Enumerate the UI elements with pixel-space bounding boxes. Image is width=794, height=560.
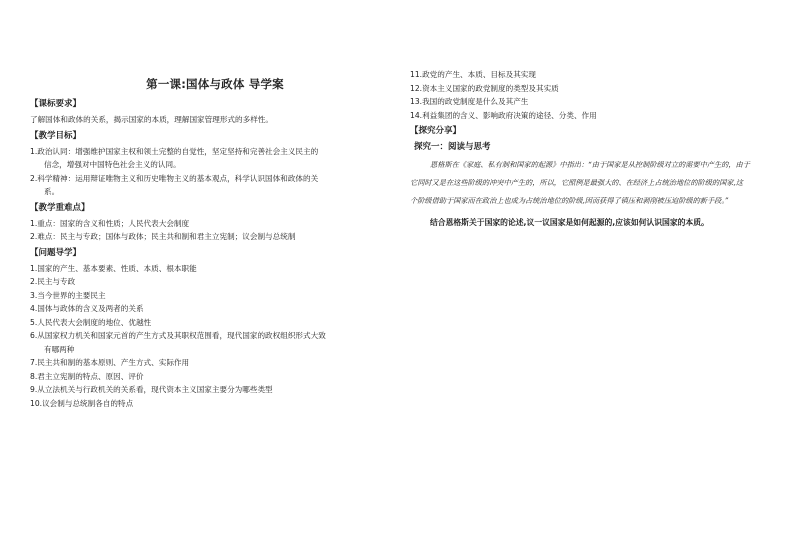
guide-item-6: 6.从国家权力机关和国家元首的产生方式及其职权范围看，现代国家的政权组织形式大致 [30,331,326,340]
guide-item-7: 7.民主共和制的基本原则、产生方式、实际作用 [30,358,190,367]
goal-2-line-2: 系。 [44,187,60,196]
guide-item-13: 13.我国的政党制度是什么及其产生 [410,97,529,106]
guide-heading: 【问题导学】 [30,247,82,258]
engels-quote: 恩格斯在《家庭、私有制和国家的起源》中指出：“由于国家是从控制阶级对立的需要中产生的，由于它同时又是在这些阶级的冲突中产生的，所以，它照例是最强大的、在经济上占统治地位的阶级的国家,这个阶级借助于国家而在政治上也成为占统治地位的阶级,因而获得了镇压和剥削被压迫阶级的新手段。” [410,160,750,205]
standards-heading: 【课标要求】 [30,99,82,109]
goals-heading: 【教学目标】 [30,130,82,141]
guide-item-10: 10.议会制与总统制各自的特点 [30,398,134,408]
guide-item-11: 11.政党的产生、本质、目标及其实现 [410,70,536,79]
explore-1-heading: 探究一：阅读与思考 [414,142,491,152]
explore-heading: 【探究分享】 [410,126,462,136]
guide-item-14: 14.利益集团的含义、影响政府决策的途径、分类、作用 [410,110,597,120]
standards-text: 了解国体和政体的关系，揭示国家的本质，理解国家管理形式的多样性。 [30,115,273,124]
right-column [410,68,770,230]
discussion-question: 结合恩格斯关于国家的论述,议一议国家是如何起源的,应该如何认识国家的本质。 [430,218,709,227]
goal-2-line-1: 2.科学精神：运用辩证唯物主义和历史唯物主义的基本观点，科学认识国体和政体的关 [30,173,319,183]
keypoints-heading: 【教学重难点】 [30,202,90,213]
goal-1-line-2: 信念，增强对中国特色社会主义的认同。 [44,160,181,169]
guide-item-6-cont: 有哪两种 [44,344,75,354]
keypoint-2: 2.难点：民主与专政；国体与政体；民主共和制和君主立宪制；议会制与总统制 [30,232,296,241]
guide-item-5: 5.人民代表大会制度的地位、优越性 [30,317,152,327]
keypoint-1: 1.重点：国家的含义和性质；人民代表大会制度 [30,218,190,228]
goal-1-line-1: 1.政治认同：增强维护国家主权和领土完整的自觉性，坚定坚持和完善社会主义民主的 [30,146,319,156]
page-title: 第一课:国体与政体 导学案 [146,77,284,91]
guide-item-8: 8.君主立宪制的特点、原因、评价 [30,371,144,381]
guide-item-2: 2.民主与专政 [30,277,76,286]
guide-item-4: 4.国体与政体的含义及两者的关系 [30,304,144,313]
guide-item-1: 1.国家的产生、基本要素、性质、本质、根本职能 [30,263,197,273]
guide-item-12: 12.资本主义国家的政党制度的类型及其实质 [410,83,559,93]
left-column [30,70,400,410]
guide-item-3: 3.当今世界的主要民主 [30,290,106,300]
guide-item-9: 9.从立法机关与行政机关的关系看，现代资本主义国家主要分为哪些类型 [30,385,273,394]
